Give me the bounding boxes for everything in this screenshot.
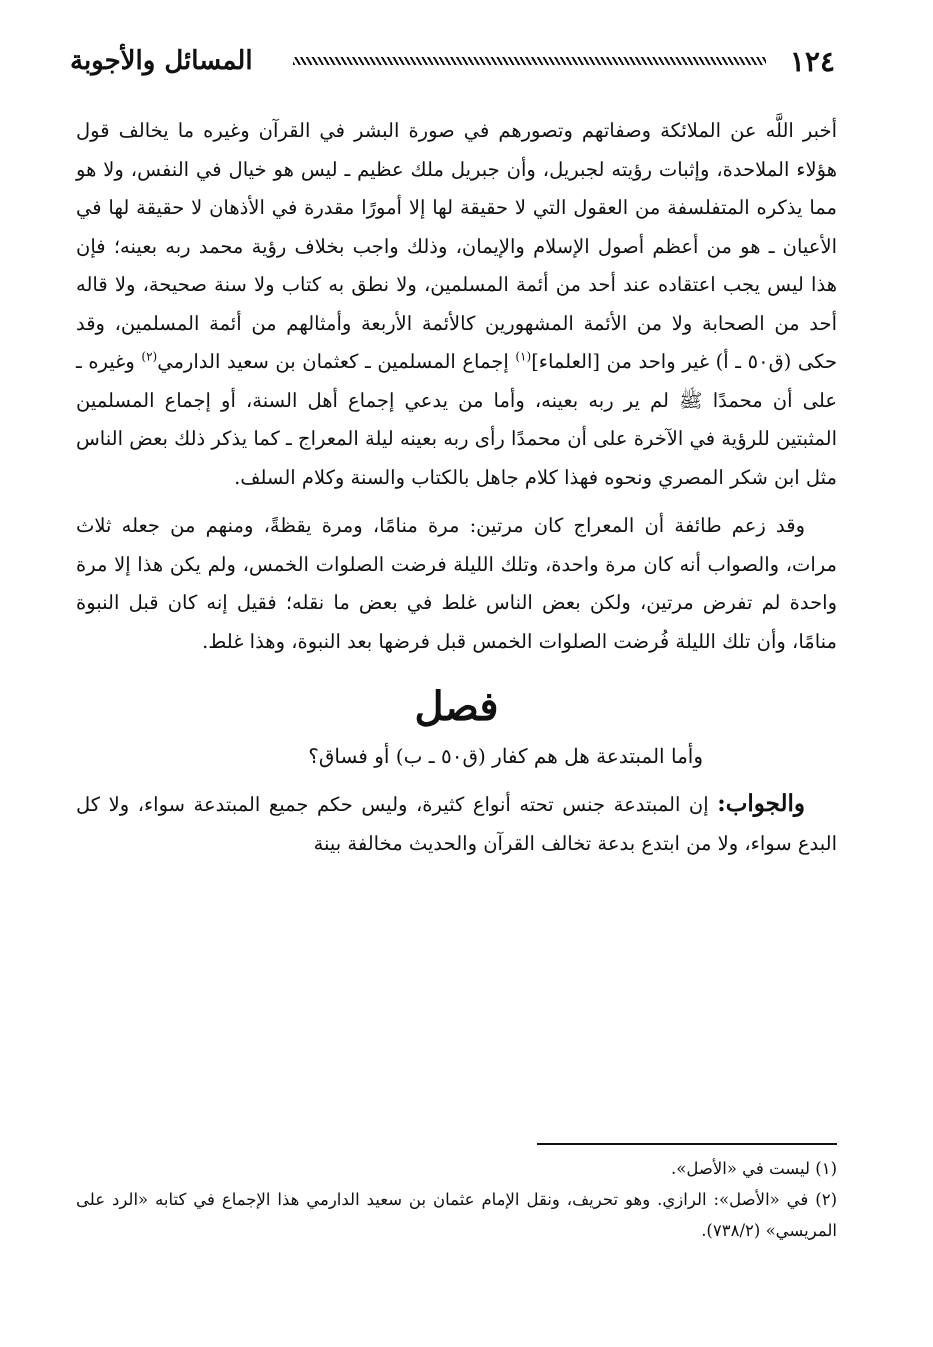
answer-lead: والجواب: [717, 790, 806, 817]
main-text [76, 112, 837, 863]
section-heading: فصل [414, 683, 499, 730]
paragraph-text: إجماع المسلمين ـ كعثمان بن سعيد الدارمي [157, 350, 516, 373]
paragraph-2 [76, 507, 837, 661]
header-decorative-rule [293, 57, 766, 65]
paragraph-text: وغيره ـ على أن محمدًا ﷺ لم ير ربه بعينه، وأما من يدعي إجماع أهل السنة، أو إجماع المسلمين المثبتين للرؤية في الآخرة على أن محمدًا رأى ربه بعينه ليلة المعراج ـ كما يذكر ذلك بعض الناس مثل ابن شكر المصري ونحوه فهذا كلام جاهل بالكتاب والسنة وكلام السلف. [76, 350, 837, 489]
paragraph-text: أخبر اللَّه عن الملائكة وصفاتهم وتصورهم في صورة البشر في القرآن وغيره ما يخالف قول هؤلاء الملاحدة، وإثبات رؤيته لجبريل، وأن جبريل ملك عظيم ـ ليس هو خيال في النفس، ولا هو مما يذكره المتفلسفة من العقول التي لا حقيقة لها إلا أمورًا مقدرة في الأذهان لا حقيقة لها في الأعيان ـ هو من أعظم أصول الإسلام والإيمان، وذلك واجب بخلاف رؤية محمد ربه بعينه؛ فإن هذا ليس يجب اعتقاده عند أحد من أئمة المسلمين، ولا نطق به كتاب ولا سنة صحيحة، ولا قاله أحد من الصحابة ولا من الأئمة المشهورين كالأئمة الأربعة وأمثالهم من أئمة المسلمين، وقد حكى (ق٥٠ ـ أ) غير واحد من [76, 119, 837, 373]
running-title: المسائل والأجوبة [70, 46, 253, 76]
footnote-1: (١) ليست في «الأصل». [671, 1159, 837, 1178]
footnotes [76, 1143, 837, 1246]
answer-text: إن المبتدعة جنس تحته أنواع كثيرة، وليس حكم جميع المبتدعة سواء، ولا كل البدع سواء، ولا من ابتدع بدعة تخالف القرآن والحديث مخالفة بينة [76, 793, 837, 855]
footnote-marker-1: (١) [515, 349, 532, 364]
paragraph-gap [76, 775, 837, 785]
footnote-2: (٢) في «الأصل»: الرازي. وهو تحريف، ونقل الإمام عثمان بن سعيد الدارمي هذا الإجماع في كتابه «الرد على المريسي» (٧٣٨/٢). [76, 1190, 837, 1240]
page-header [70, 40, 835, 82]
paragraph-1 [76, 112, 837, 497]
section-question: وأما المبتدعة هل هم كفار (ق٥٠ ـ ب) أو فساق؟ [308, 744, 703, 768]
footnote-marker-2: (٢) [141, 349, 158, 364]
paragraph-text: وقد زعم طائفة أن المعراج كان مرتين: مرة منامًا، ومرة يقظةً، ومنهم من جعله ثلاث مرات، والصواب أنه كان مرة واحدة، وتلك الليلة فرضت الصلوات الخمس، ولم يكن هذا إلا مرة واحدة لم تفرض مرتين، ولكن بعض الناس غلط في بعض ما نقله؛ فقيل إنه كان قبل النبوة منامًا، وأن تلك الليلة فُرضت الصلوات الخمس قبل فرضها بعد النبوة، وهذا غلط. [76, 514, 837, 653]
page-number: ١٢٤ [789, 44, 835, 78]
footnote-separator [537, 1143, 837, 1145]
paragraph-gap [76, 497, 837, 507]
answer-paragraph [76, 785, 837, 863]
bracketed-insertion: [العلماء] [531, 350, 601, 373]
